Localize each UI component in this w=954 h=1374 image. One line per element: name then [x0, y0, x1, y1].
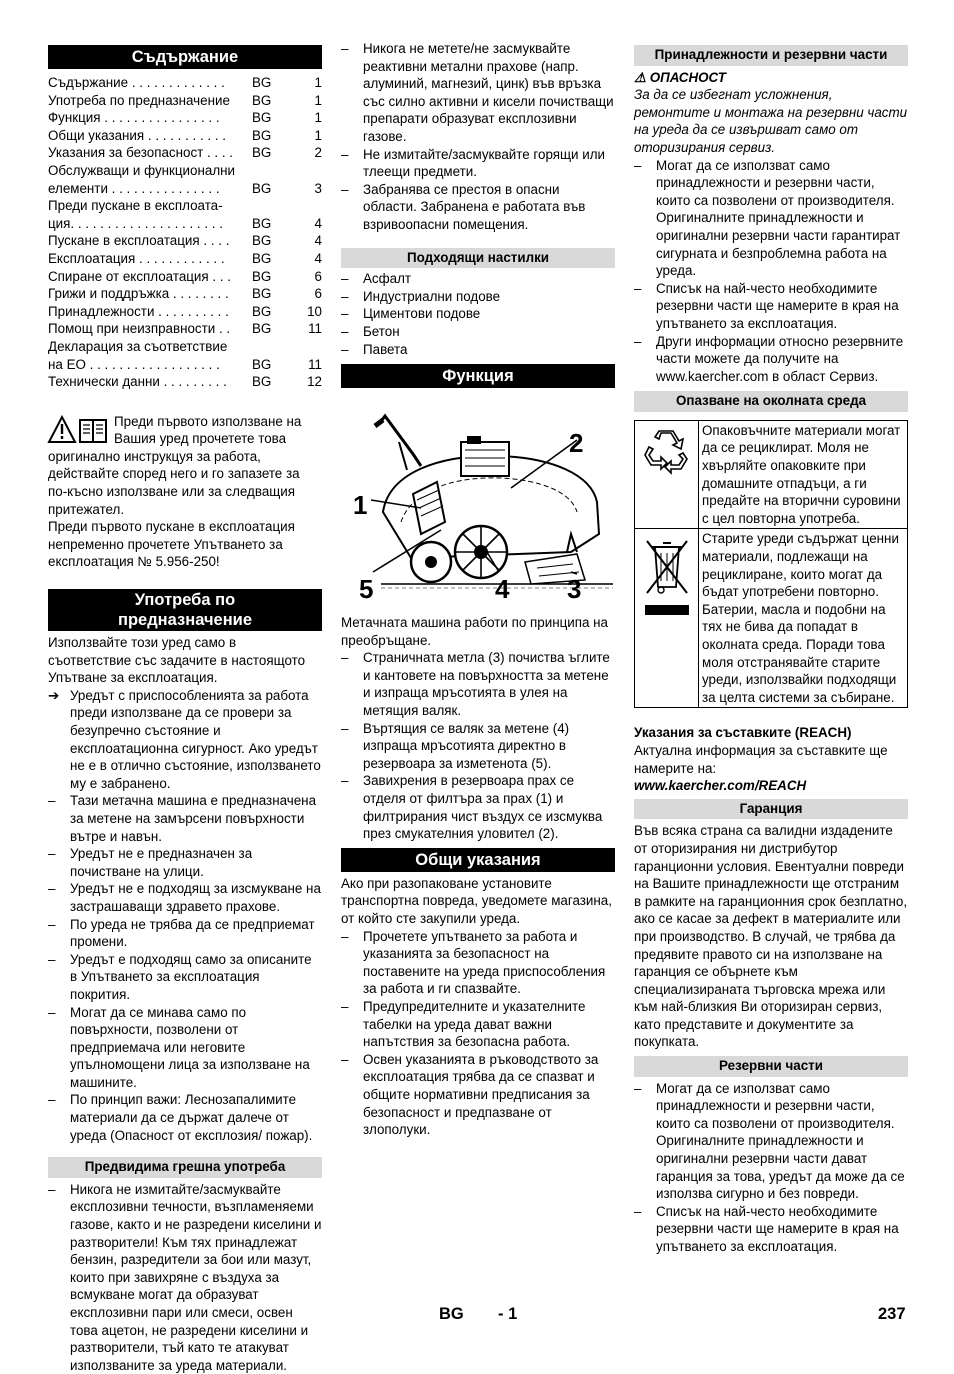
toc-row[interactable]: Обслужващи и функционални елементи . . . . . . . . . . . . . . . BG 3: [48, 162, 322, 196]
list-item: – Могат да се използват само принадлежности и резервни части, които са позволени от производителя. Оригиналните принадлежности и оригинални резервни части гарантират сигурната и безпроблемна работа на уреда.: [634, 157, 908, 280]
warning-triangle-icon: ⚠: [634, 69, 647, 85]
list-item: – Списък на най-често необходимите резервни части ще намерите в края на упътването за експлоатация.: [634, 1203, 908, 1256]
misuse-list: [48, 1181, 322, 1373]
general-list: [341, 928, 615, 1139]
list-item: – Индустриални подове: [341, 288, 615, 306]
toc-row[interactable]: Спиране от експлоатация . . . BG 6: [48, 268, 322, 284]
arrow-right-icon: ➔: [48, 687, 60, 703]
toc-row[interactable]: Помощ при неизправности . . BG 11: [48, 321, 322, 337]
list-item: – Уредът не е подходящ за изсмукване на застрашаващи здравето прахове.: [48, 880, 322, 915]
toc-row[interactable]: Експлоатация . . . . . . . . . . . . BG 4: [48, 250, 322, 266]
spare-list: [634, 1080, 908, 1256]
list-item: – Уредът не е предназначен за почистване на улици.: [48, 845, 322, 880]
toc-row[interactable]: Преди пускане в експлоата- ция. . . . . . . . . . . . . . . . . . . . . BG 4: [48, 198, 322, 231]
warning-manual-icon: [48, 415, 110, 445]
recycle-icon: [641, 427, 693, 477]
list-item: – Други информации относно резервните части можете да получите на www.kaercher.com в област Сервиз.: [634, 333, 908, 386]
list-item: – Освен указанията в ръководството за експлоатация трябва да се спазват и общите нормативни предписания за безопасност и предпазване от злополуки.: [341, 1051, 615, 1139]
column-left: Съдържание Съдържание . . . . . . . . . . . . . BG 1 Употреба по предназначение BG 1 Функция . . . . . . . . . . . . . . . . BG 1 Общи указания . . . . . . . . . . . BG 1 Указания за безопасност . . . . BG 2 Обслужващи и функционални елементи . . . . . . . . . . . . . . . BG 3 Преди пускане в експлоата- ция. . . . . . . . . . . . . . . . . . . . . BG 4 Пускане в експлоатация . . . . BG 4 Експлоатация . . . . . . . . . . . . BG 4 Спиране от експлоатация . . . BG 6 Грижи и поддръжка . . . . . . . . BG 6 Принадлежности . . . . . . . . . . BG 10 Помощ при неизправности . . BG 11 Декларация за съответствие на ЕО . . . . . . . . . . . . . . . . . . BG 11 Технически данни . . . . . . . . . BG 12 Преди първото използване на Вашия уред прочетете това оригинално инструкцуя за работа, действайте според него и го запазете за по-късно използване или за следващия притежател. Преди първото пускане в експлоатация непременно прочетете Упътването за експлоатация № 5.956-250! Употреба по предназначение Използвайте този уред само в съответствие със задачите в настоящото Упътване за експлоатация. ➔ Уредът с приспособленията за работа преди използване да се провери за безупречно състояние и експлоатационна сигурност. Ако уредът не е в отлично състояние, използването му е забранено. – Тази метачна машина е предназначена за метене на замърсени повърхности вътре и навън. – Уредът не е предназначен за почистване на улици. – Уредът не е подходящ за изсмукване на застрашаващи здравето прахове. – По уреда не трябва да се предприемат промени. – Уредът е подходящ само за описаните в Упътването за експлоатация покрития. – Могат да се минава само по повърхности, позволени от предприемача или неговите упълномощени лица за използване на машините. – По принцип важи: Леснозапалимите материали да се държат далече от уреда (Опасност от експлозия/ пожар). Предвидима грешна употреба – Никога не измитайте/засмуквайте експлозивни течности, възпламеняеми газове, както и не разредени киселини и разтворители! Към тях принадлежат бензин, разредители за бои или мазут, които при завихряне с въздуха за всмукване могат да образуват експлозивни пари или смеси, освен това ацетон, не разредени киселини и разтворители, тъй като те атакуват използваните за уреда материали.: [48, 40, 322, 1321]
diagram-label-3: 3: [567, 574, 582, 605]
accessories-list: [634, 157, 908, 386]
toc-row[interactable]: Пускане в експлоатация . . . . BG 4: [48, 233, 322, 249]
toc-row[interactable]: Употреба по предназначение BG 1: [48, 92, 322, 108]
list-item: – Страничната метла (3) почиства ъглите и кантовете на повърхността за метене и изпраща мръсотията в улея на метящия валяк.: [341, 649, 615, 719]
footer-section: - 1: [498, 1305, 518, 1323]
footer-page-number: 237: [878, 1305, 906, 1323]
list-item: – По уреда не трябва да се предприемат промени.: [48, 916, 322, 951]
list-item: – Никога не измитайте/засмуквайте експлозивни течности, възпламеняеми газове, както и не разредени киселини и разтворители! Към тях принадлежат бензин, разредители за бои или мазут, които при завихряне с въздуха за всмукване могат да образуват експлозивни пари или смеси, освен това ацетон, не разредени киселини и разтворители, тъй като те атакуват използваните за уреда материали.: [48, 1181, 322, 1321]
list-item: – Завихрения в резервоара прах се отделя от филтъра за прах (1) и филтрирания чист въздух се изсмуква през смукателния уловител (2).: [341, 772, 615, 842]
toc-heading: Съдържание: [48, 45, 322, 69]
surfaces-list: [341, 270, 615, 358]
arrow-list-item: ➔ Уредът с приспособленията за работа преди използване да се провери за безупречно състояние и експлоатационна сигурност. Ако уредът не е в отлично състояние, използването му е забранено.: [48, 687, 321, 791]
list-item: – Уредът е подходящ само за описаните в Упътването за експлоатация покрития.: [48, 951, 322, 1004]
misuse-heading: Предвидима грешна употреба: [48, 1157, 322, 1178]
function-list: [341, 649, 615, 843]
use-heading: Употреба по предназначение: [48, 589, 322, 631]
list-item: – Никога не метете/не засмуквайте реактивни метални прахове (напр. алуминий, магнезий, цинк) във връзка със силно активни и кисели почистващи препарати образуват експлозивни газове.: [341, 40, 615, 146]
accessories-heading: Принадлежности и резервни части: [634, 45, 908, 66]
diagram-label-4: 4: [495, 574, 510, 605]
list-item: – Павета: [341, 341, 615, 359]
toc-row[interactable]: Общи указания . . . . . . . . . . . BG 1: [48, 127, 322, 143]
diagram-label-2: 2: [569, 428, 584, 459]
list-item: – Предупредителните и указателните табелки на уреда дават важни напътствия за безопасна работа.: [341, 998, 615, 1051]
danger-notice: ⚠ ОПАСНОСТ За да се избегнат усложнения, ремонтите и монтажа на резервни части на уреда да се извършват само от оторизирания сервиз.: [634, 69, 908, 155]
list-item: – Могат да се минава само по повърхности, позволени от предприемача или неговите упълномощени лица за използване на машините.: [48, 1004, 322, 1092]
crossed-bin-icon: [641, 535, 693, 623]
list-item: – Циментови подове: [341, 305, 615, 323]
list-item: – По принцип важи: Леснозапалимите материали да се държат далече от уреда (Опасност от експлозия/ пожар).: [48, 1091, 322, 1144]
column-right: Принадлежности и резервни части ⚠ ОПАСНОСТ За да се избегнат усложнения, ремонтите и монтажа на резервни части на уреда да се извършват само от оторизирания сервиз. – Могат да се използват само принадлежности и резервни части, които са позволени от производителя. Оригиналните принадлежности и оригинални резервни части гарантират сигурната и безпроблемна работа на уреда. – Списък на най-често необходимите резервни части ще намерите в края на упътването за експлоатация. – Други информации относно резервните части можете да получите на www.kaercher.com в област Сервиз. Опазване на околната среда Опаковъчните материали могат да се рециклират. Моля не хвърляйте опаковките при домашните отпадъци, а ги предайте на вторични суровини с цел повторна употреба. Старите уреди съдържат ценни материали, подлежащи на рециклиране, които могат да бъдат употребени повторно. Батерии, масла и подобни на тях не бива да попадат в околната среда. Поради това моля отстранявайте старите уреди, използвайки подходящи за целта системи за събиране. Указания за съставките (REACH) Актуална информация за съставките ще намерите на: www.kaercher.com/REACH Гаранция Във всяка страна са валидни издадените от оторизирания ни дистрибутор гаранционни условия. Евентуални повреди на Вашите принадлежности ще отстраним в рамките на гаранционния срок безплатно, ако се касае за дефект в материалите или при производство. В случай, че трябва да предявите правото си на използване на гаранция се обърнете към специализираната търговска мрежа или към най-близкия Ви оторизиран сервиз, като представите и документите за покупката. Резервни части – Могат да се използват само принадлежности и резервни части, които са позволени от производителя. Оригиналните принадлежности и оригинални резервни части дават гаранция за това, уредът да може да се използва сигурно и без повреди. – Списък на най-често необходимите резервни части ще намерите в края на упътването за експлоатация.: [634, 40, 908, 1256]
read-manual-notice: Преди първото използване на Вашия уред прочетете това оригинално инструкцуя за работа, действайте според него и го запазете за по-късно използване или за следващия притежател. Преди първото пускане в експлоатация непременно прочетете Упътването за експлоатация № 5.956-250!: [48, 413, 302, 570]
environment-heading: Опазване на околната среда: [634, 391, 908, 412]
column-middle: – Никога не метете/не засмуквайте реактивни метални прахове (напр. алуминий, магнезий, цинк) във връзка със силно активни и кисели почистващи препарати образуват експлозивни газове. – Не измитайте/засмуквайте горящи или тлеещи предмети. – Забранява се престоя в опасни области. Забранена е работата във взривоопасни помещения. Подходящи настилки – Асфалт – Индустриални подове – Циментови подове – Бетон – Павета Функция 1 2 3 4 5 Метачната машина работи по принципа на преобръщане. – Страничната метла (3) почиства ъглите и кантовете на повърхността за метене и изпраща мръсотията в улея на метящия валяк. – Въртящия се валяк за метене (4) изпраща мръсотията директно в резервоара за изметенота (5). – Завихрения в резервоара прах се отделя от филтъра за прах (1) и филтрирания чист въздух се изсмуква през смукателния уловител (2). Общи указания Ако при разопаковане установите транспортна повреда, уведомете магазина, от който сте закупили уреда. – Прочетете упътването за работа и указанията за безопасност на поставените на уреда приспособления за работа и ги спазвайте. – Предупредителните и указателните табелки на уреда дават важни напътствия за безопасна работа. – Освен указанията в ръководството за експлоатация трябва да се спазват и общите нормативни предписания за безопасност и предпазване от злополуки.: [341, 40, 615, 1139]
toc-row[interactable]: Указания за безопасност . . . . BG 2: [48, 145, 322, 161]
surfaces-heading: Подходящи настилки: [341, 248, 615, 269]
list-item: – Въртящия се валяк за метене (4) изпраща мръсотията директно в резервоара за изметенота (5).: [341, 720, 615, 773]
list-item: – Бетон: [341, 323, 615, 341]
list-item: – Асфалт: [341, 270, 615, 288]
toc-row[interactable]: Грижи и поддръжка . . . . . . . . BG 6: [48, 286, 322, 302]
use-list: [48, 792, 322, 1144]
misuse-list-continued: [341, 40, 615, 234]
list-item: – Не измитайте/засмуквайте горящи или тлеещи предмети.: [341, 146, 615, 181]
reach-link[interactable]: www.kaercher.com/REACH: [634, 778, 807, 794]
diagram-label-1: 1: [353, 490, 368, 521]
list-item: – Списък на най-често необходимите резервни части ще намерите в края на упътването за експлоатация.: [634, 280, 908, 333]
general-heading: Общи указания: [341, 848, 615, 872]
list-item: – Тази метачна машина е предназначена за метене на замърсени повърхности вътре и навън.: [48, 792, 322, 845]
environment-table: Опаковъчните материали могат да се рециклират. Моля не хвърляйте опаковките при домашните отпадъци, а ги предайте на вторични суровини с цел повторна употреба. Старите уреди съдържат ценни материали, подлежащи на рециклиране, които могат да бъдат употребени повторно. Батерии, масла и подобни на тях не бива да попадат в околната среда. Поради това моля отстранявайте старите уреди, използвайки подходящи за целта системи за събиране.: [634, 420, 908, 709]
toc-row[interactable]: Функция . . . . . . . . . . . . . . . . BG 1: [48, 110, 322, 126]
toc-row[interactable]: Принадлежности . . . . . . . . . . BG 10: [48, 303, 322, 319]
spare-heading: Резервни части: [634, 1056, 908, 1077]
footer-lang: BG: [439, 1305, 464, 1323]
list-item: – Забранява се престоя в опасни области. Забранена е работата във взривоопасни помещения.: [341, 181, 615, 234]
list-item: – Прочетете упътването за работа и указанията за безопасност на поставените на уреда приспособления за работа и ги спазвайте.: [341, 928, 615, 998]
reach-heading: Указания за съставките (REACH): [634, 725, 852, 741]
diagram-label-5: 5: [359, 574, 374, 605]
toc-row[interactable]: Декларация за съответствие на ЕО . . . . . . . . . . . . . . . . . . BG 11: [48, 338, 322, 372]
function-heading: Функция: [341, 364, 615, 388]
toc-row[interactable]: Съдържание . . . . . . . . . . . . . BG 1: [48, 75, 322, 90]
toc-list: [48, 74, 322, 391]
warranty-heading: Гаранция: [634, 799, 908, 820]
list-item: – Могат да се използват само принадлежности и резервни части, които са позволени от производителя. Оригиналните принадлежности и оригинални резервни части дават гаранция за това, уредът да може да се използва сигурно и без повреди.: [634, 1080, 908, 1203]
sweeper-diagram: [341, 402, 615, 605]
toc-row[interactable]: Технически данни . . . . . . . . . BG 12: [48, 374, 322, 390]
